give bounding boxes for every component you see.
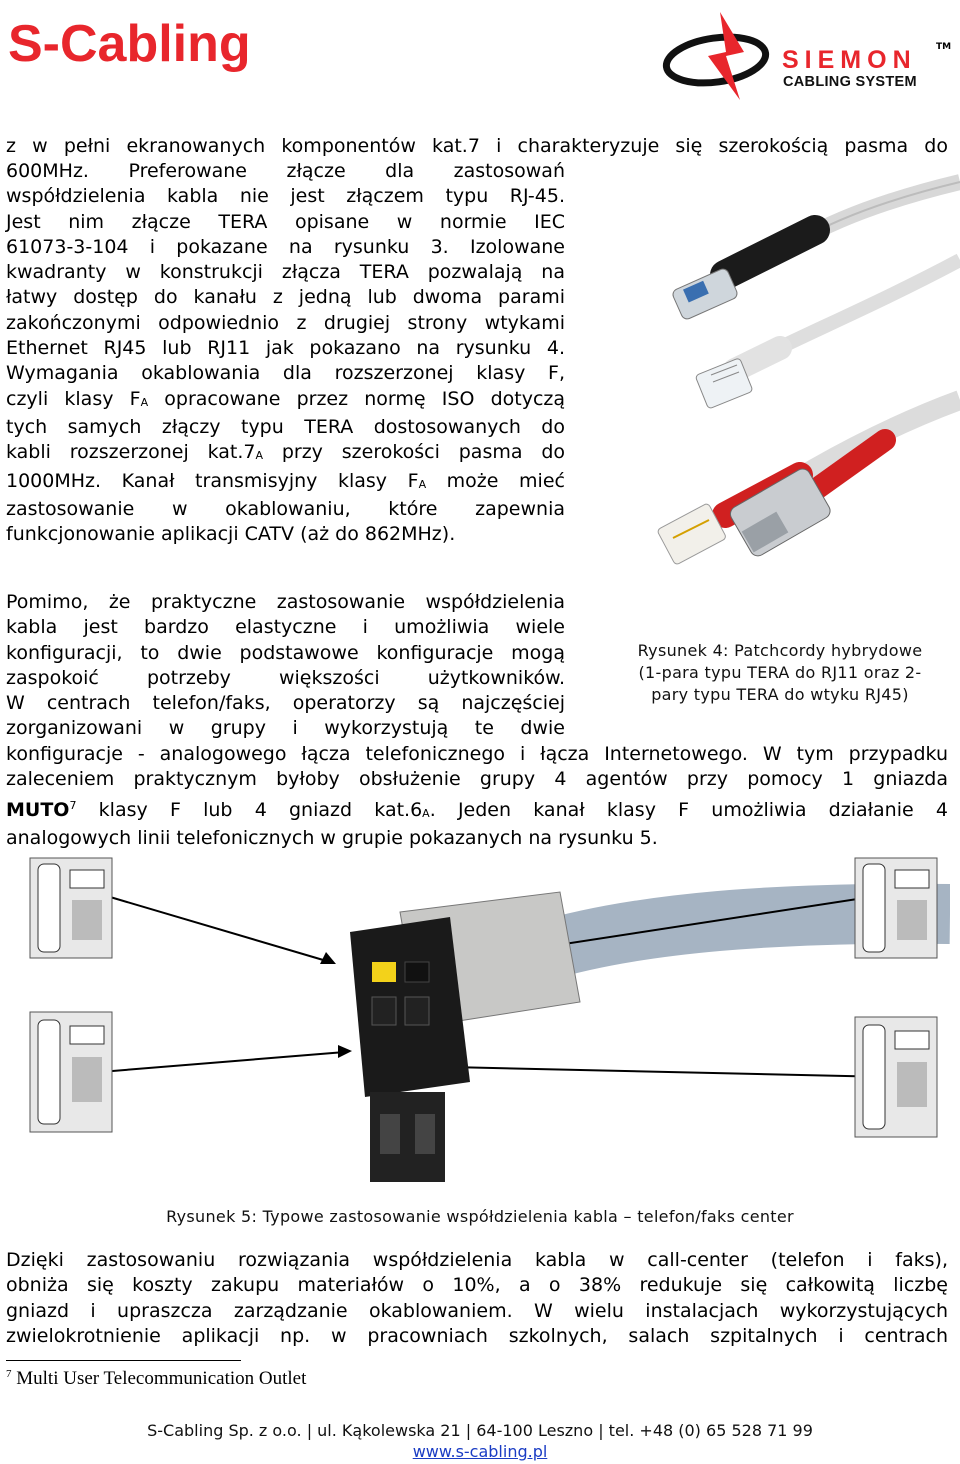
text-line: kabli rozszerzonej $kat.7_A$ przy szerokości pasma do: [6, 441, 566, 464]
text-line: funkcjonowanie aplikacji CATV (aż do 862MHz).: [6, 523, 456, 546]
text-line: Dzięki zastosowaniu rozwiązania współdzielenia kabla w call-center (telefon i faks),: [6, 1249, 948, 1271]
text-line: gniazd i upraszcza zarządzanie okablowaniem. W wielu instalacjach wykorzystujących: [6, 1299, 948, 1322]
text-line: Ethernet RJ45 lub RJ11 jak pokazano na rysunku 4.: [6, 337, 565, 360]
text-line: zwielokrotnienie aplikacji np. w pracowniach szkolnych, salach szpitalnych i centrach: [6, 1324, 948, 1347]
footnote-ref: 7: [69, 798, 77, 812]
text-line: współdzielenia kabla nie jest złączem typu RJ-45.: [6, 185, 565, 208]
brand-logo-siemon: [662, 6, 952, 102]
text-line: W centrach telefon/faks, operatorzy są najczęściej: [6, 692, 565, 715]
text-line: 61073-3-104 i pokazane na rysunku 3. Izolowane: [6, 235, 565, 258]
text-line: Wymagania okablowania dla rozszerzonej klasy F,: [6, 362, 565, 385]
text-line: MUTO$^7$ klasy F lub 4 gniazd $kat.6_A$. Jeden kanał klasy F umożliwia działanie 4: [6, 798, 948, 821]
text-line: zakończonymi odpowiednio z drugiej strony wtykami: [6, 311, 565, 334]
text-line: kwadranty w konstrukcji złącza TERA pozwalają na: [6, 261, 565, 284]
text-line: 1000MHz. Kanał transmisyjny klasy $F_A$ może mieć: [6, 469, 565, 492]
text-line: konfiguracje - analogowego łącza telefonicznego i łącza Internetowego. W tym przypadku: [6, 743, 948, 765]
text-line: analogowych linii telefonicznych w grupie pokazanych na rysunku 5.: [6, 826, 658, 849]
brand-logo-scabling: S-Cabling: [8, 15, 251, 73]
figure-4-patchcords-image: [585, 160, 960, 630]
paragraph-2: [6, 590, 565, 742]
text-line: Pomimo, że praktyczne zastosowanie współdzielenia: [6, 591, 565, 613]
phone-icon: [30, 858, 112, 958]
footer-address: S-Cabling Sp. z o.o. | ul. Kąkolewska 21 | 64-100 Leszno | tel. +48 (0) 65 528 71 99: [147, 1421, 813, 1440]
footnote-divider: [6, 1360, 241, 1361]
paragraph-2-cont: [6, 742, 948, 851]
text-line: Jest nim złącze TERA opisane w normie IEC: [6, 210, 565, 233]
caption-line: (1-para typu TERA do RJ11 oraz 2-: [638, 663, 922, 682]
figure-5-caption: Rysunek 5: Typowe zastosowanie współdzielenia kabla – telefon/faks center: [166, 1207, 794, 1226]
paragraph-3: [6, 1248, 948, 1349]
text-line: zaspokoić potrzeby większości użytkowników.: [6, 666, 565, 689]
text-line: tych samych złączy typu TERA dostosowanych do: [6, 415, 565, 438]
text-line: 600MHz. Preferowane złącze dla zastosowań: [6, 160, 565, 182]
siemon-wordmark: SIEMON: [782, 46, 917, 74]
figure-5-image: [20, 852, 950, 1192]
text-line: obniża się koszty zakupu materiałów o 10%, a o 38% redukuje się całkowitą liczbę: [6, 1274, 948, 1297]
phone-icon: [855, 858, 937, 958]
text-line: zorganizowani w grupy i wykorzystują te dwie: [6, 717, 565, 740]
text-line: konfiguracji, to dwie podstawowe konfiguracje mogą: [6, 641, 565, 664]
text-line: zastosowanie w okablowaniu, które zapewnia: [6, 497, 565, 520]
paragraph-1: [6, 159, 565, 547]
text-line: łatwy dostęp do kanału z jedną lub dwoma parami: [6, 286, 565, 309]
website-link[interactable]: www.s-cabling.pl: [412, 1442, 548, 1461]
figure-4-caption: [600, 640, 960, 706]
phone-icon: [855, 1017, 937, 1137]
footer-website-row: [0, 1442, 960, 1461]
caption-line: pary typu TERA do wtyku RJ45): [651, 685, 909, 704]
siemon-swoosh-icon: [662, 6, 792, 102]
text-line: kabla jest bardzo elastyczne i umożliwia wiele: [6, 616, 565, 639]
text-line: czyli klasy $F_A$ opracowane przez normę ISO dotyczą: [6, 387, 566, 410]
caption-line: Rysunek 4: Patchcordy hybrydowe: [637, 641, 923, 660]
text-line: zaleceniem praktycznym byłoby obsłużenie grupy 4 agentów przy pomocy 1 gniazda: [6, 768, 948, 791]
paragraph-1-lead: [6, 134, 948, 159]
phone-icon: [30, 1012, 112, 1132]
text-line: z w pełni ekranowanych komponentów kat.7 i charakteryzuje się szerokością pasma do: [6, 135, 948, 157]
siemon-trademark: TM: [936, 42, 952, 52]
siemon-subtitle: CABLING SYSTEM: [783, 74, 917, 90]
footnote: $^7$ Multi User Telecommunication Outlet: [6, 1368, 307, 1389]
